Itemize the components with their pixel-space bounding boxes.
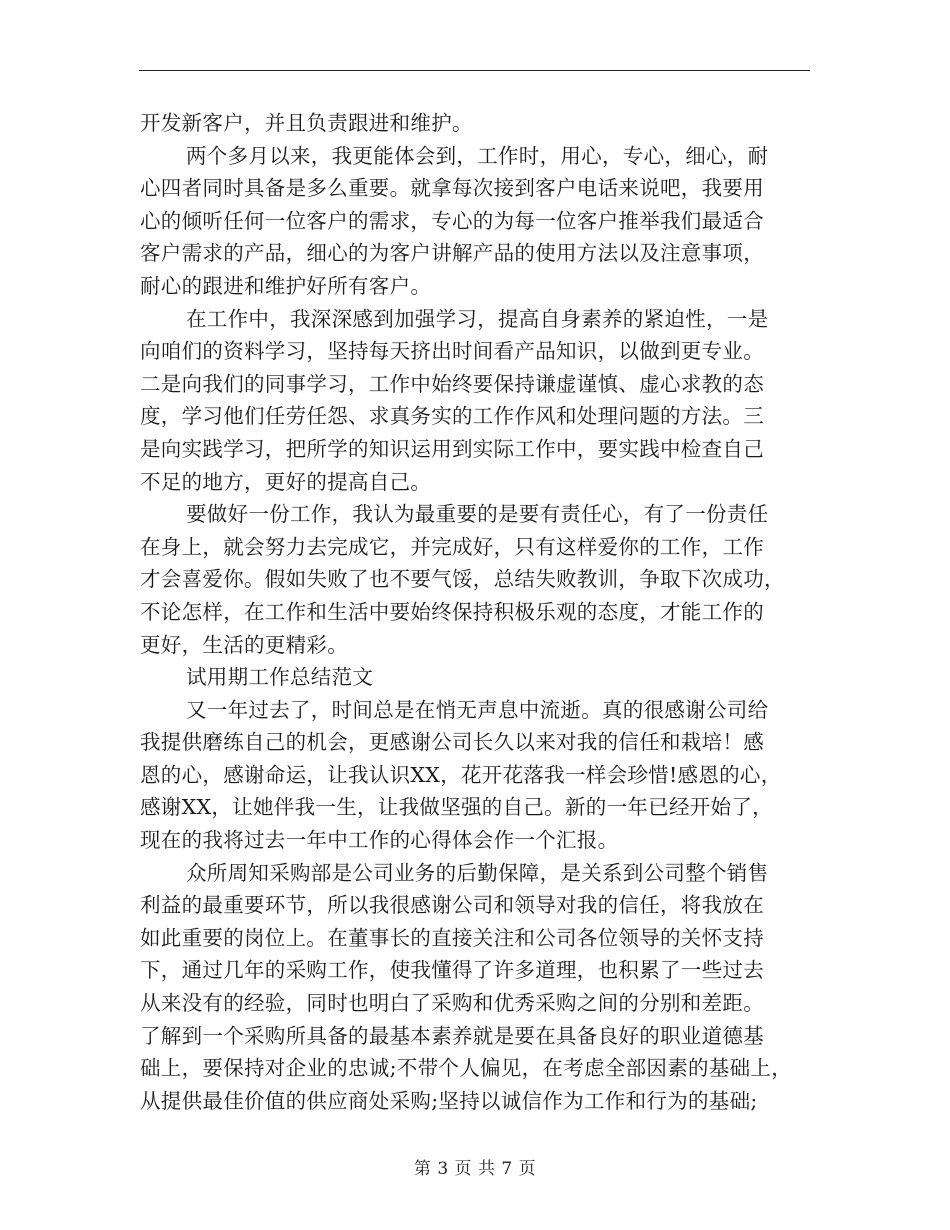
text-line: 不论怎样，在工作和生活中要始终保持积极乐观的态度，才能工作的 (140, 599, 764, 624)
paragraph-start-line: 两个多月以来，我更能体会到，工作时，用心，专心，细心，耐 (186, 143, 769, 168)
text-line: 现在的我将过去一年中工作的心得体会作一个汇报。 (140, 828, 619, 853)
text-line: 耐心的跟进和维护好所有客户。 (140, 273, 432, 298)
page-number-footer: 第 3 页 共 7 页 (413, 1159, 537, 1179)
text-line: 下，通过几年的采购工作，使我懂得了许多道理，也积累了一些过去 (140, 958, 764, 983)
paragraph-start-line: 在工作中，我深深感到加强学习，提高自身素养的紧迫性，一是 (186, 306, 769, 331)
text-line: 客户需求的产品，细心的为客户讲解产品的使用方法以及注意事项， (140, 241, 764, 266)
text-line: 如此重要的岗位上。在董事长的直接关注和公司各位领导的关怀支持 (140, 925, 764, 950)
paragraph-start-line: 又一年过去了，时间总是在悄无声息中流逝。真的很感谢公司给 (186, 697, 769, 722)
text-line: 感谢XX，让她伴我一生，让我做坚强的自己。新的一年已经开始了， (140, 795, 773, 820)
text-line: 不足的地方，更好的提高自己。 (140, 469, 432, 494)
text-line: 础上，要保持对企业的忠诚;不带个人偏见，在考虑全部因素的基础上， (140, 1056, 793, 1081)
text-line: 度，学习他们任劳任怨、求真务实的工作作风和处理问题的方法。三 (140, 404, 764, 429)
text-line: 恩的心，感谢命运，让我认识XX，花开花落我一样会珍惜!感恩的心， (140, 762, 782, 787)
paragraph-start-line: 众所周知采购部是公司业务的后勤保障，是关系到公司整个销售 (186, 860, 769, 885)
text-line: 更好，生活的更精彩。 (140, 632, 348, 657)
document-body (140, 107, 820, 1117)
text-line: 利益的最重要环节，所以我很感谢公司和领导对我的信任，将我放在 (140, 893, 764, 918)
text-line: 开发新客户，并且负责跟进和维护。 (140, 111, 473, 135)
section-heading: 试用期工作总结范文 (186, 665, 374, 690)
text-line: 了解到一个采购所具备的最基本素养就是要在具备良好的职业道德基 (140, 1023, 764, 1048)
text-line: 是向实践学习，把所学的知识运用到实际工作中，要实践中检查自己 (140, 436, 764, 461)
header-rule (139, 70, 810, 71)
paragraph-start-line: 要做好一份工作，我认为最重要的是要有责任心，有了一份责任 (186, 502, 769, 527)
text-line: 心四者同时具备是多么重要。就拿每次接到客户电话来说吧，我要用 (140, 176, 764, 201)
text-line: 二是向我们的同事学习，工作中始终要保持谦虚谨慎、虚心求教的态 (140, 371, 764, 396)
text-line: 心的倾听任何一位客户的需求，专心的为每一位客户推举我们最适合 (140, 208, 764, 233)
text-line: 我提供磨练自己的机会，更感谢公司长久以来对我的信任和栽培！感 (140, 730, 764, 755)
text-line: 在身上，就会努力去完成它，并完成好，只有这样爱你的工作，工作 (140, 534, 764, 559)
text-line: 从来没有的经验，同时也明白了采购和优秀采购之间的分别和差距。 (140, 991, 764, 1016)
text-line: 从提供最佳价值的供应商处采购;坚持以诚信作为工作和行为的基础; (140, 1088, 758, 1113)
text-line: 向咱们的资料学习，坚持每天挤出时间看产品知识，以做到更专业。 (140, 339, 764, 364)
text-line: 才会喜爱你。假如失败了也不要气馁，总结失败教训，争取下次成功， (140, 567, 785, 592)
